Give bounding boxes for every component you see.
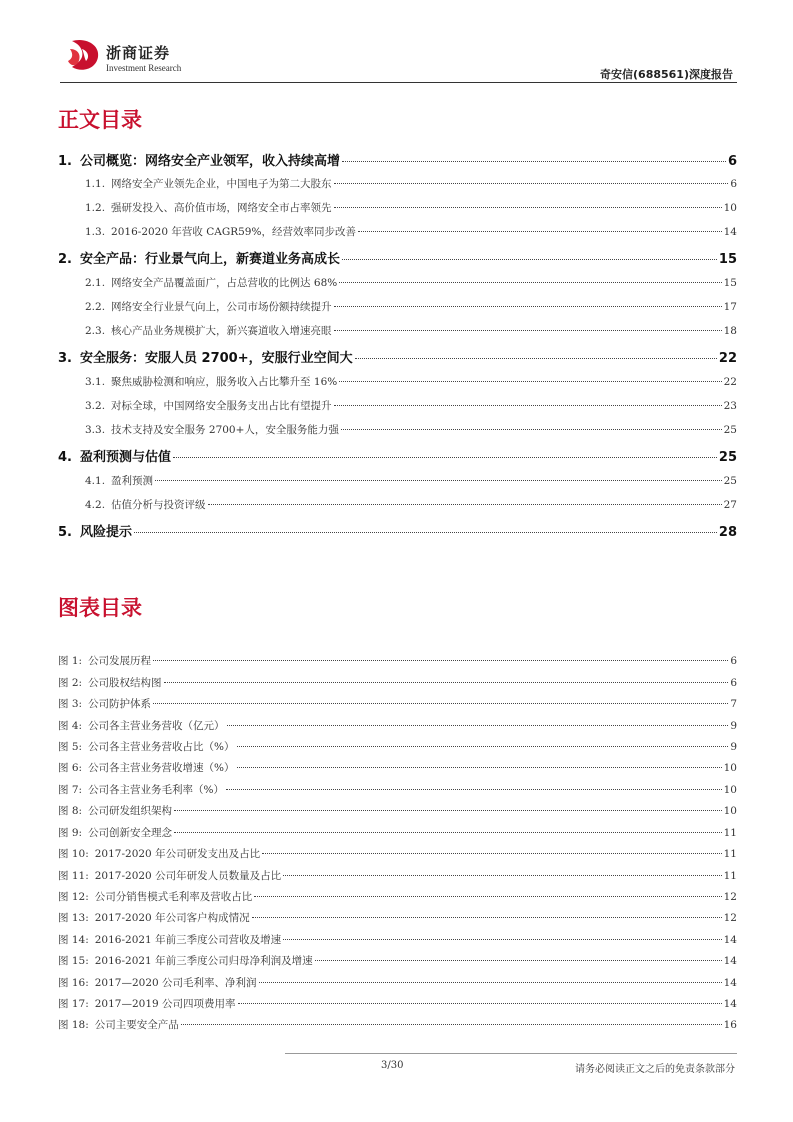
company-logo-icon [66,37,102,73]
leader-dots [181,1024,722,1025]
leader-dots [339,381,721,382]
toc-entry[interactable]: 4. 盈利预测与估值 25 [58,450,737,465]
leader-dots [237,767,722,768]
figure-entry[interactable]: 图 1: 公司发展历程 6 [58,655,737,667]
brand-subtitle: Investment Research [106,63,182,73]
toc-subentry[interactable]: 1.2. 强研发投入、高价值市场，网络安全市占率领先 10 [85,202,737,214]
leader-dots [334,183,729,184]
leader-dots [134,532,717,533]
toc-subentry[interactable]: 3.1. 聚焦威胁检测和响应，服务收入占比攀升至 16% 22 [85,376,737,388]
leader-dots [164,682,729,683]
figure-entry[interactable]: 图 18: 公司主要安全产品 16 [58,1019,737,1031]
toc-subentry[interactable]: 4.1. 盈利预测 25 [85,475,737,487]
leader-dots [155,480,722,481]
figure-entry[interactable]: 图 7: 公司各主营业务毛利率（%） 10 [58,784,737,796]
figure-entry[interactable]: 图 17: 2017—2019 公司四项费用率 14 [58,998,737,1010]
figure-entry[interactable]: 图 11: 2017-2020 公司年研发人员数量及占比 11 [58,870,737,882]
figure-entry[interactable]: 图 5: 公司各主营业务营收占比（%） 9 [58,741,737,753]
toc-subentry[interactable]: 2.1. 网络安全产品覆盖面广，占总营收的比例达 68% 15 [85,277,737,289]
leader-dots [173,457,717,458]
leader-dots [358,231,722,232]
figure-entry[interactable]: 图 16: 2017—2020 公司毛利率、净利润 14 [58,977,737,989]
toc-subentry[interactable]: 1.3. 2016-2020 年营收 CAGR59%，经营效率同步改善 14 [85,226,737,238]
leader-dots [237,746,729,747]
toc-subentry[interactable]: 2.2. 网络安全行业景气向上，公司市场份额持续提升 17 [85,301,737,313]
leader-dots [342,161,726,162]
figure-entry[interactable]: 图 10: 2017-2020 年公司研发支出及占比 11 [58,848,737,860]
toc-subentry[interactable]: 1.1. 网络安全产业领先企业，中国电子为第二大股东 6 [85,178,737,190]
figure-entry[interactable]: 图 15: 2016-2021 年前三季度公司归母净利润及增速 14 [58,955,737,967]
leader-dots [174,810,722,811]
toc-subentry[interactable]: 3.3. 技术支持及安全服务 2700+人，安全服务能力强 25 [85,424,737,436]
figure-entry[interactable]: 图 2: 公司股权结构图 6 [58,677,737,689]
leader-dots [355,358,717,359]
toc-entry[interactable]: 2. 安全产品：行业景气向上，新赛道业务高成长 15 [58,252,737,267]
leader-dots [227,725,729,726]
toc-subentry[interactable]: 3.2. 对标全球，中国网络安全服务支出占比有望提升 23 [85,400,737,412]
disclaimer-text: 请务必阅读正文之后的免责条款部分 [575,1064,735,1075]
brand-name: 浙商证券 [106,44,171,62]
leader-dots [262,853,722,854]
figure-entry[interactable]: 图 8: 公司研发组织架构 10 [58,805,737,817]
toc-entry[interactable]: 1. 公司概览：网络安全产业领军，收入持续高增 6 [58,154,737,169]
report-title: 奇安信(688561)深度报告 [600,68,733,81]
leader-dots [259,982,722,983]
figure-entry[interactable]: 图 14: 2016-2021 年前三季度公司营收及增速 14 [58,934,737,946]
leader-dots [254,896,721,897]
leader-dots [334,405,722,406]
leader-dots [339,282,721,283]
figure-entry[interactable]: 图 9: 公司创新安全理念 11 [58,827,737,839]
leader-dots [208,504,722,505]
toc-subentry[interactable]: 4.2. 估值分析与投资评级 27 [85,499,737,511]
figure-entry[interactable]: 图 3: 公司防护体系 7 [58,698,737,710]
leader-dots [226,789,722,790]
leader-dots [252,917,722,918]
leader-dots [315,960,722,961]
figure-entry[interactable]: 图 4: 公司各主营业务营收（亿元） 9 [58,720,737,732]
leader-dots [238,1003,722,1004]
toc-title: 正文目录 [58,108,142,132]
figure-list-title: 图表目录 [58,596,142,620]
leader-dots [334,330,722,331]
figure-entry[interactable]: 图 12: 公司分销售模式毛利率及营收占比 12 [58,891,737,903]
leader-dots [342,259,717,260]
footer-divider [285,1053,737,1054]
toc-entry[interactable]: 5. 风险提示 28 [58,525,737,540]
leader-dots [283,875,722,876]
page-header [0,0,793,90]
leader-dots [341,429,722,430]
figure-entry[interactable]: 图 6: 公司各主营业务营收增速（%） 10 [58,762,737,774]
figure-entry[interactable]: 图 13: 2017-2020 年公司客户构成情况 12 [58,912,737,924]
leader-dots [334,207,722,208]
toc-subentry[interactable]: 2.3. 核心产品业务规模扩大，新兴赛道收入增速亮眼 18 [85,325,737,337]
leader-dots [283,939,722,940]
leader-dots [153,660,728,661]
leader-dots [174,832,722,833]
toc-entry[interactable]: 3. 安全服务：安服人员 2700+，安服行业空间大 22 [58,351,737,366]
page-number: 3/30 [381,1060,404,1071]
leader-dots [334,306,722,307]
header-divider [60,82,737,83]
leader-dots [153,703,728,704]
